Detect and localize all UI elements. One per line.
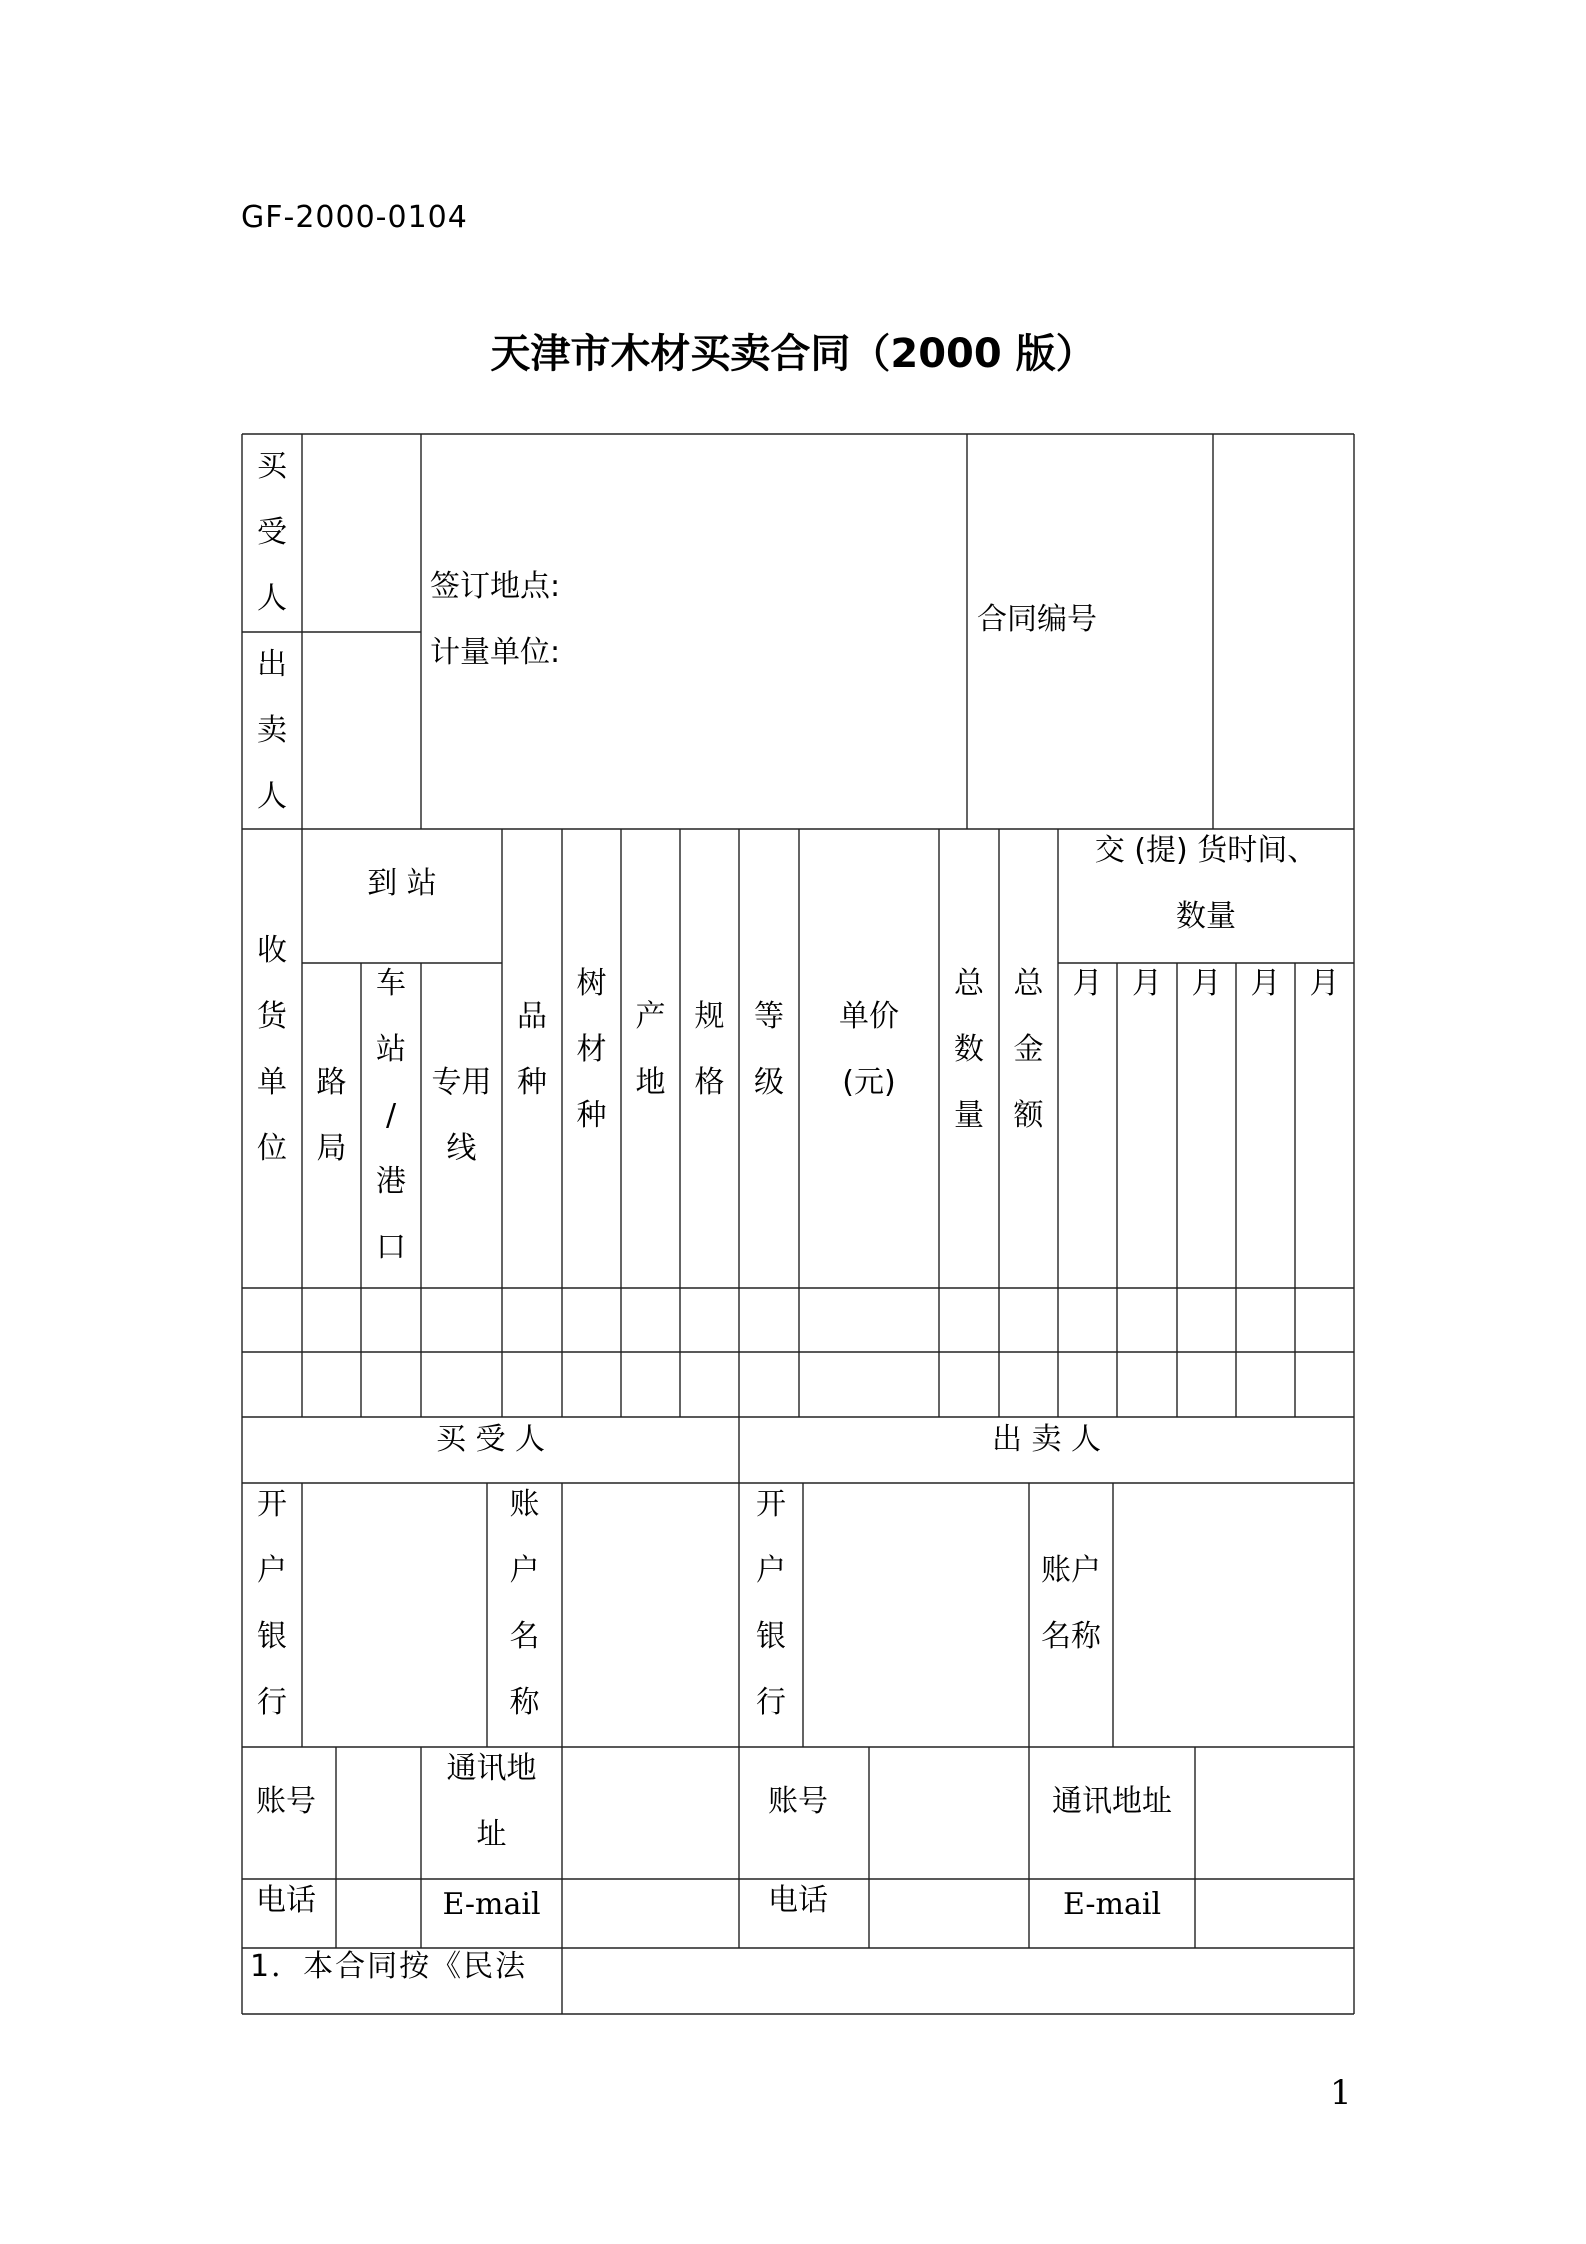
buyer-phone-label: 电话 [256, 1883, 316, 1918]
sign-place-label: 签订地点: [430, 569, 561, 604]
col-total-amount: 总 金 额 [1013, 966, 1044, 1133]
col-origin: 产 地 [635, 999, 666, 1100]
buyer-account-number-label: 账号 [256, 1784, 316, 1819]
col-total-quantity: 总 数 量 [954, 966, 984, 1133]
col-station: 车 站 / 港 口 [376, 966, 406, 1265]
document-title: 天津市木材买卖合同（2000 版） [490, 331, 1096, 377]
seller-party-heading: 出 卖 人 [991, 1422, 1102, 1457]
page-number: 1 [1330, 2073, 1352, 2113]
document-code: GF-2000-0104 [241, 200, 468, 235]
col-delivery-time: 交 (提) 货时间、 数量 [1094, 833, 1318, 934]
buyer-party-heading: 买 受 人 [435, 1422, 546, 1457]
col-spec: 规 格 [694, 999, 725, 1100]
contract-number-label: 合同编号 [977, 602, 1097, 637]
buyer-address-label: 通讯地 址 [446, 1751, 537, 1852]
col-month-4: 月 [1250, 966, 1281, 1001]
col-variety: 品 种 [517, 999, 547, 1100]
col-species: 树 材 种 [576, 966, 607, 1133]
clause-1: 1．本合同按《民法 [250, 1949, 528, 1984]
col-siding: 专用 线 [431, 1065, 492, 1166]
col-month-5: 月 [1309, 966, 1340, 1001]
seller-phone-label: 电话 [768, 1883, 828, 1918]
seller-address-label: 通讯地址 [1052, 1784, 1172, 1819]
seller-bank-label: 开 户 银 行 [756, 1487, 786, 1720]
col-arrival: 到 站 [367, 866, 437, 901]
buyer-label: 买 受 人 [257, 449, 287, 616]
seller-account-number-label: 账号 [768, 1784, 828, 1819]
buyer-email-label: E-mail [442, 1887, 541, 1922]
col-bureau: 路 局 [316, 1065, 347, 1166]
buyer-account-name-label: 账 户 名 称 [509, 1487, 540, 1720]
col-month-2: 月 [1132, 966, 1162, 1001]
seller-email-label: E-mail [1062, 1887, 1162, 1922]
buyer-bank-label: 开 户 银 行 [257, 1487, 287, 1720]
col-receiver: 收 货 单 位 [257, 933, 287, 1166]
col-price: 单价 (元) [839, 999, 899, 1100]
col-grade: 等 级 [754, 999, 784, 1100]
col-month-1: 月 [1072, 966, 1103, 1001]
measurement-unit-label: 计量单位: [430, 635, 561, 670]
seller-label: 出 卖 人 [257, 647, 287, 814]
col-month-3: 月 [1191, 966, 1222, 1001]
seller-account-name-label: 账户 名称 [1041, 1553, 1101, 1654]
